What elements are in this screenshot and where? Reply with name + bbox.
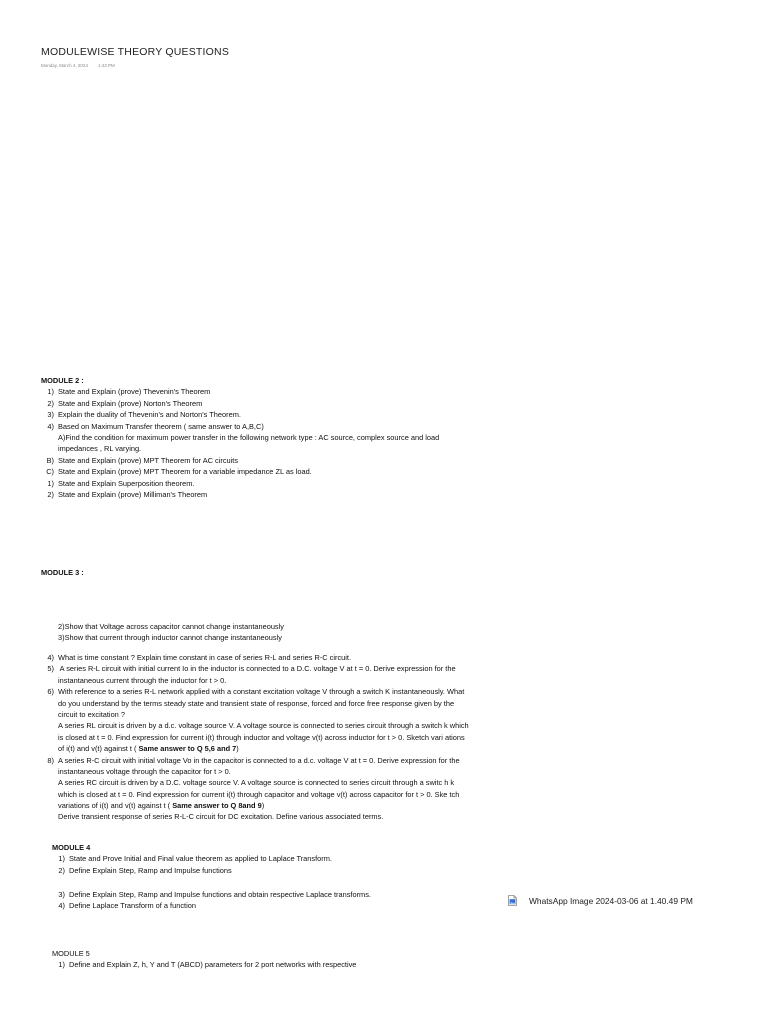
module-3-section (41, 621, 284, 644)
attachment-name[interactable]: WhatsApp Image 2024-03-06 at 1.40.49 PM (529, 895, 693, 906)
list-item-cont: circuit to excitation ? (58, 709, 125, 719)
list-item: 2)Show that Voltage across capacitor cannot change instantaneously (58, 622, 284, 631)
list-item-sub: impedances , RL varying. (58, 444, 142, 454)
page-meta (41, 63, 115, 68)
module-2-heading: MODULE 2 : (41, 376, 84, 385)
attachment[interactable] (508, 895, 693, 906)
list-item: 3) Define Explain Step, Ramp and Impulse functions and obtain respective Laplace transforms. (58, 890, 371, 899)
page-time: 1:43 PM (97, 63, 115, 68)
list-item-cont: is closed at t = 0. Find expression for current i(t) through inductor and voltage v(t) across inductor for t > 0. Sketch vari ations (58, 732, 465, 742)
list-item-cont: instantaneous current through the inductor for t > 0. (58, 675, 227, 685)
module-5-section (52, 948, 356, 971)
list-item-cont: do you understand by the terms steady state and transient state of response, forced and force free response given by the (58, 698, 455, 708)
list-item-cont: of i(t) and v(t) against t ( Same answer to Q 5,6 and 7) (58, 744, 239, 754)
list-item: C) State and Explain (prove) MPT Theorem for a variable impedance ZL as load. (46, 467, 312, 477)
list-item: 1) State and Explain Superposition theorem. (47, 478, 195, 488)
list-item: 2) State and Explain (prove) Norton's Theorem (47, 398, 203, 408)
module-4-section-cont (52, 889, 371, 912)
list-item: 1) State and Explain (prove) Thevenin's Theorem (47, 387, 211, 397)
module-4-heading: MODULE 4 (52, 843, 91, 852)
list-item: 2) State and Explain (prove) Milliman's Theorem (47, 489, 208, 499)
list-item-cont: variations of i(t) and v(t) against t ( Same answer to Q 8and 9) (58, 801, 265, 811)
list-item: 1) State and Prove Initial and Final value theorem as applied to Laplace Transform. (58, 854, 332, 864)
list-item-sub: A)Find the condition for maximum power transfer in the following network type : AC source, complex source and load (58, 432, 440, 442)
module-3-heading: MODULE 3 : (41, 568, 84, 577)
list-item-cont: which is closed at t = 0. Find expression for current i(t) through capacitor and voltage v(t) across capacitor for t > 0. Ske tch (58, 789, 460, 799)
list-item: 1) Define and Explain Z, h, Y and T (ABCD) parameters for 2 port networks with respective (58, 960, 357, 970)
list-item: 3) Explain the duality of Thevenin's and Norton's Theorem. (47, 410, 241, 420)
list-item: 3)Show that current through inductor cannot change instantaneously (58, 633, 282, 643)
module-2-section (41, 375, 439, 500)
list-item-cont: A series RL circuit is driven by a d.c. voltage source V. A voltage source is connected to series circuit through a switch k which (58, 721, 469, 731)
module-3-questions (41, 652, 469, 823)
list-item: 6) With reference to a series R-L network applied with a constant excitation voltage V through a switch K instantaneously. What (47, 687, 465, 697)
module-3-heading-block (41, 567, 84, 578)
module-4-section (52, 842, 332, 876)
list-item: 4) Based on Maximum Transfer theorem ( same answer to A,B,C) (47, 421, 264, 431)
list-item-cont: A series RC circuit is driven by a D.C. voltage source V. A voltage source is connected to series circuit through a switc h k (58, 778, 455, 788)
module-5-heading: MODULE 5 (52, 949, 90, 958)
list-item: 8) A series R-C circuit with initial voltage Vo in the capacitor is connected to a d.c. voltage V at t = 0. Derive expression for the (47, 755, 460, 765)
image-file-icon (508, 895, 517, 906)
list-item-cont: instantaneous voltage through the capacitor for t > 0. (58, 766, 231, 776)
page-date: Monday, March 4, 2024 (41, 63, 88, 68)
list-item: 4) What is time constant ? Explain time constant in case of series R-L and series R-C circuit. (47, 653, 352, 662)
list-item: 2) Define Explain Step, Ramp and Impulse functions (58, 865, 232, 875)
list-item: 5) A series R-L circuit with initial current Io in the inductor is connected to a D.C. voltage V at t = 0. Derive expression for the (47, 664, 456, 674)
list-item: B) State and Explain (prove) MPT Theorem for AC circuits (46, 455, 239, 465)
page-title: MODULEWISE THEORY QUESTIONS (41, 46, 230, 58)
list-item-cont: Derive transient response of series R-L-C circuit for DC excitation. Define various associated terms. (58, 812, 384, 822)
list-item: 4) Define Laplace Transform of a function (58, 901, 196, 911)
